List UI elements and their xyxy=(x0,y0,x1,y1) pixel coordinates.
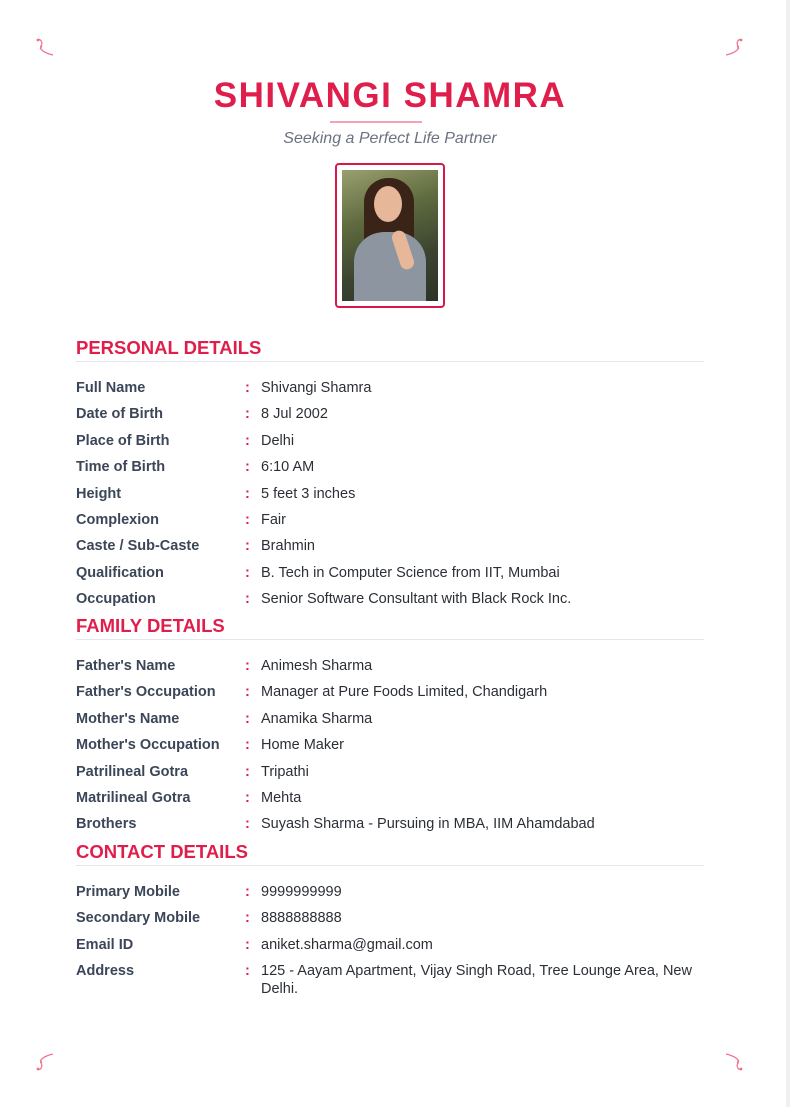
floral-swirl-icon xyxy=(33,35,57,59)
detail-value: aniket.sharma@gmail.com xyxy=(261,936,433,953)
detail-separator: : xyxy=(245,512,250,528)
detail-separator: : xyxy=(245,538,250,555)
detail-value: Brahmin xyxy=(261,538,315,555)
detail-separator: : xyxy=(245,459,250,476)
contact-details-section xyxy=(76,841,704,998)
detail-value: Shivangi Shamra xyxy=(261,380,372,396)
detail-separator: : xyxy=(245,406,250,423)
detail-label: Father's Occupation xyxy=(76,684,216,701)
section-divider xyxy=(76,361,704,362)
detail-value: Manager at Pure Foods Limited, Chandigarh xyxy=(261,684,548,701)
detail-value: 8888888888 xyxy=(261,910,342,927)
detail-separator: : xyxy=(245,432,250,449)
detail-separator: : xyxy=(245,564,250,581)
detail-separator: : xyxy=(245,658,250,674)
detail-separator: : xyxy=(245,710,250,727)
floral-swirl-icon xyxy=(722,35,746,59)
detail-value: Mehta xyxy=(261,790,302,806)
detail-value: Suyash Sharma - Pursuing in MBA, IIM Ahamdabad xyxy=(261,816,595,833)
floral-swirl-icon xyxy=(722,1050,746,1074)
detail-label: Address xyxy=(76,963,135,980)
detail-label: Occupation xyxy=(76,591,156,608)
detail-label: Secondary Mobile xyxy=(76,910,201,927)
detail-label: Date of Birth xyxy=(76,406,163,423)
detail-separator: : xyxy=(245,910,250,927)
detail-separator: : xyxy=(245,684,250,701)
detail-value: 5 feet 3 inches xyxy=(261,485,356,502)
detail-value: Tripathi xyxy=(261,763,309,780)
detail-value: Senior Software Consultant with Black Rock Inc. xyxy=(261,591,572,608)
profile-photo xyxy=(342,170,438,301)
detail-label: Height xyxy=(76,485,122,502)
detail-label: Email ID xyxy=(76,936,134,953)
detail-value: Delhi xyxy=(261,432,295,449)
detail-separator: : xyxy=(245,591,250,608)
detail-value: Fair xyxy=(261,512,286,528)
detail-separator: : xyxy=(245,884,250,900)
detail-value: 6:10 AM xyxy=(261,459,315,476)
detail-label: Place of Birth xyxy=(76,432,170,449)
detail-label: Mother's Name xyxy=(76,710,180,727)
section-divider xyxy=(76,865,704,866)
detail-value: 9999999999 xyxy=(261,884,342,900)
detail-value: Anamika Sharma xyxy=(261,710,373,727)
personal-details-section xyxy=(76,337,704,608)
section-divider xyxy=(76,639,704,640)
detail-label: Primary Mobile xyxy=(76,884,180,900)
detail-label: Time of Birth xyxy=(76,459,166,476)
tagline: Seeking a Perfect Life Partner xyxy=(283,130,497,147)
profile-photo-frame xyxy=(335,163,445,308)
detail-separator: : xyxy=(245,485,250,502)
detail-label: Complexion xyxy=(76,512,159,528)
detail-value: B. Tech in Computer Science from IIT, Mumbai xyxy=(261,564,560,581)
detail-label: Mother's Occupation xyxy=(76,737,220,754)
section-title: PERSONAL DETAILS xyxy=(76,337,262,358)
detail-label: Qualification xyxy=(76,564,164,581)
section-title: FAMILY DETAILS xyxy=(76,615,225,636)
detail-label: Brothers xyxy=(76,816,137,833)
family-details-section xyxy=(76,615,704,833)
detail-label: Caste / Sub-Caste xyxy=(76,538,200,555)
detail-value: Animesh Sharma xyxy=(261,658,373,674)
detail-label: Matrilineal Gotra xyxy=(76,790,191,806)
section-title: CONTACT DETAILS xyxy=(76,841,248,862)
detail-value: 8 Jul 2002 xyxy=(261,406,328,423)
floral-swirl-icon xyxy=(33,1050,57,1074)
detail-label: Patrilineal Gotra xyxy=(76,763,189,780)
candidate-name: SHIVANGI SHAMRA xyxy=(213,76,567,115)
detail-separator: : xyxy=(245,380,250,396)
detail-separator: : xyxy=(245,816,250,833)
detail-separator: : xyxy=(245,737,250,754)
detail-separator: : xyxy=(245,963,250,980)
name-underline xyxy=(330,121,422,123)
detail-separator: : xyxy=(245,763,250,780)
detail-label: Full Name xyxy=(76,380,146,396)
detail-value: 125 - Aayam Apartment, Vijay Singh Road, Tree Lounge Area, New Delhi. xyxy=(261,963,692,998)
detail-separator: : xyxy=(245,790,250,806)
detail-value: Home Maker xyxy=(261,737,344,754)
detail-separator: : xyxy=(245,936,250,953)
detail-label: Father's Name xyxy=(76,658,176,674)
